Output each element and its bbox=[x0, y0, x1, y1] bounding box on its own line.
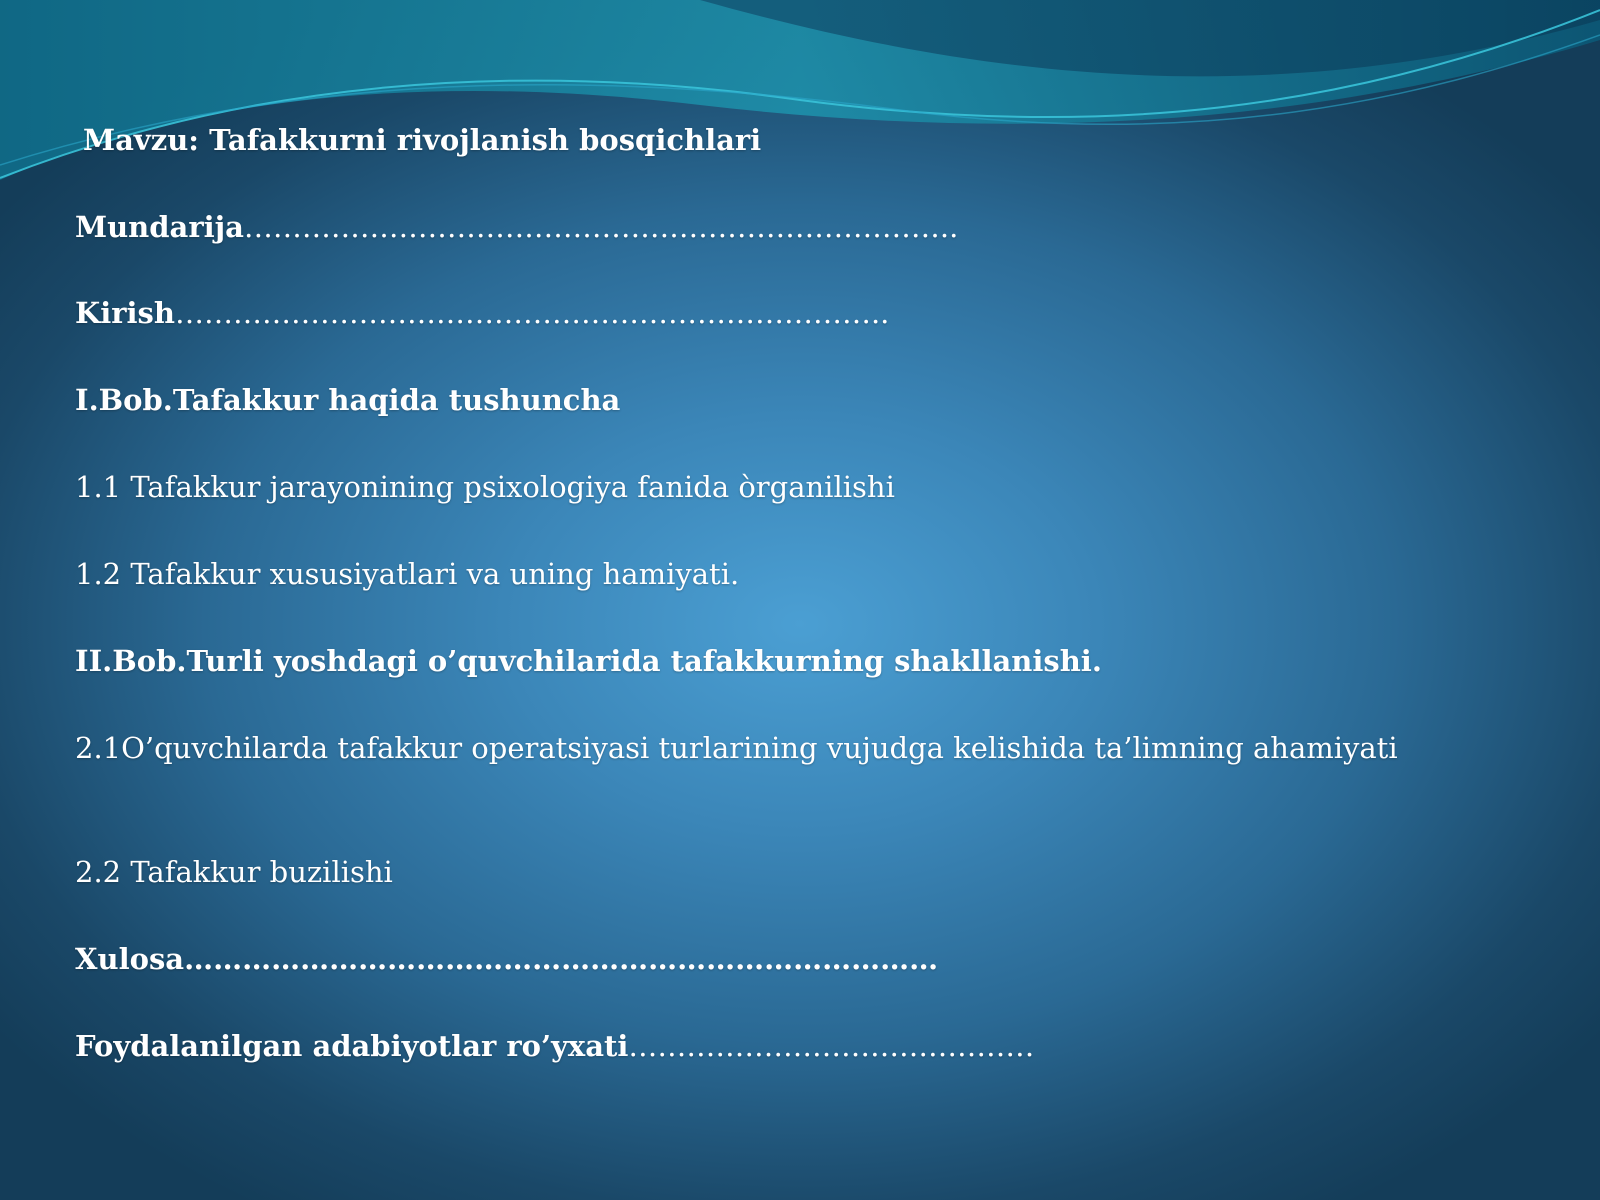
toc-item-1-2: 1.2 Tafakkur xususiyatlari va uning hamiyati. bbox=[75, 557, 740, 591]
toc-item-chapter-1: I.Bob.Tafakkur haqida tushuncha bbox=[75, 383, 621, 417]
decorative-wave bbox=[0, 0, 1600, 200]
toc-leader: …………………………………………………………………… bbox=[184, 942, 939, 976]
toc-item-adabiyotlar bbox=[75, 1028, 1034, 1064]
toc-label: Kirish bbox=[75, 296, 175, 330]
toc-item-1-1: 1.1 Tafakkur jarayonining psixologiya fanida òrganilishi bbox=[75, 470, 895, 504]
toc-leader: ……………………………………………………………….. bbox=[243, 210, 959, 244]
toc-item-2-1: 2.1O’quvchilarda tafakkur operatsiyasi turlarining vujudga kelishida ta’limning ahamiyati bbox=[75, 731, 1398, 765]
toc-item-kirish bbox=[75, 295, 889, 331]
toc-label: Xulosa bbox=[75, 942, 185, 976]
toc-label: Foydalanilgan adabiyotlar ro’yxati bbox=[75, 1029, 629, 1063]
toc-label: Mundarija bbox=[75, 210, 244, 244]
toc-item-2-2: 2.2 Tafakkur buzilishi bbox=[75, 855, 393, 889]
toc-item-chapter-2: II.Bob.Turli yoshdagi o’quvchilarida tafakkurning shakllanishi. bbox=[75, 644, 1102, 678]
slide-title: Mavzu: Tafakkurni rivojlanish bosqichlari bbox=[83, 123, 762, 157]
toc-leader: ……………………………………………………………….. bbox=[174, 296, 890, 330]
toc-item-xulosa bbox=[75, 941, 938, 977]
toc-leader: …………………………………… bbox=[628, 1029, 1035, 1063]
toc-item-mundarija bbox=[75, 209, 958, 245]
